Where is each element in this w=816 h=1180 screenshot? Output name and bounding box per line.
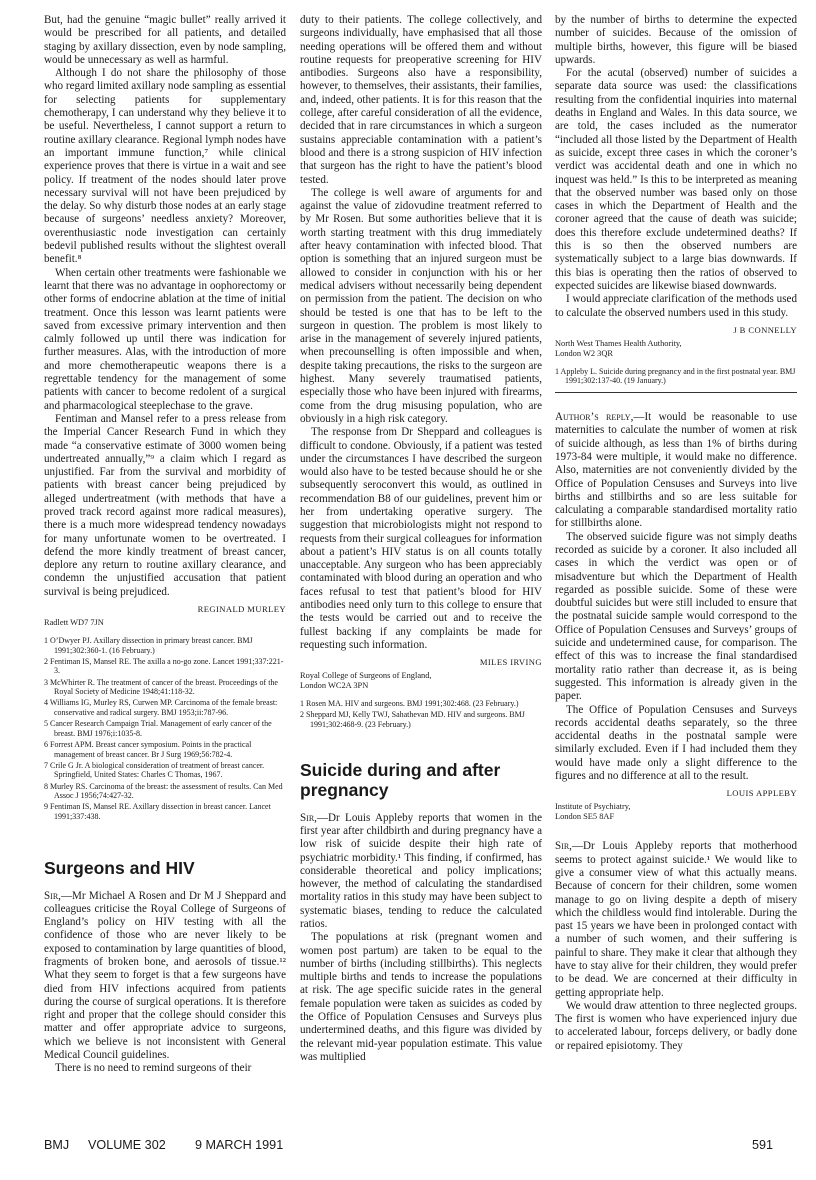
reference-item: 2 Sheppard MJ, Kelly TWJ, Sahathevan MD. HIV and surgeons. BMJ 1991;302:468-9. (23 February.)	[300, 710, 525, 730]
column-3	[555, 14, 797, 1053]
author-address: Royal College of Surgeons of England, London WC2A 3PN	[300, 671, 432, 691]
paragraph: When certain other treatments were fashionable we learnt that there was no advantage in oophorectomy or other forms of endocrine ablation at the time of initial treatment. Once this lesson was learnt patients were saved from excessive primary intervention and then calmly followed up until there was indication for further measures. Alas, with the introduction of more and more chemotherapeutic weapons there is a regrettable tendency for the management of some patients with cancer to become redolent of a surgical and pharmacological steeplechase to the grave.	[44, 266, 286, 412]
paragraph: duty to their patients. The college collectively, and surgeons individually, have emphasised that all those needing operations will be offered them and without routine requests for preoperative screening for HIV antibodies. Surgeons also have a responsibility, however, to themselves, their assistants, their families, and, indeed, other patients. It is for this reason that the college, after careful consideration of all the evidence, decided that in rare circumstances in which a surgeon sustains appreciable contamination with a patient’s blood and there is a strong suspicion of HIV infection that surgeon has the right to have the patient’s blood tested.	[300, 14, 542, 186]
paragraph: I would appreciate clarification of the methods used to calculate the observed numbers used in this study.	[555, 293, 797, 319]
reference-item: 1 Rosen MA. HIV and surgeons. BMJ 1991;302:468. (23 February.)	[300, 699, 519, 709]
author-address: Institute of Psychiatry, London SE5 8AF	[555, 802, 631, 822]
reference-list	[300, 699, 542, 729]
paragraph: There is no need to remind surgeons of their	[55, 1062, 252, 1075]
section-divider	[555, 392, 797, 393]
author-address: North West Thames Health Authority, London W2 3QR	[555, 338, 682, 358]
issue-date: 9 MARCH 1991	[195, 1138, 284, 1152]
reference-item: 1 Appleby L. Suicide during pregnancy and in the first postnatal year. BMJ 1991;302:137-40. (19 January.)	[555, 366, 796, 386]
column-2	[300, 14, 542, 1064]
section-heading: Suicide during and after pregnancy	[300, 759, 501, 800]
page-number: 591	[752, 1138, 774, 1152]
reference-item: 9 Fentiman IS, Mansel RE. Axillary dissection in breast cancer. Lancet 1991;337:438.	[44, 802, 271, 821]
letter-salutation: Sir,	[44, 889, 61, 902]
letter-salutation: Sir,	[555, 840, 572, 853]
paragraph: The college is well aware of arguments for and against the value of zidovudine treatment referred to by Mr Rosen. But some authorities believe that it is worth starting treatment with this drug immediately after heavy contamination with infected blood. That option is something that an injured surgeon must be allowed to consider in conjunction with his or her medical advisers without necessarily being dependent on permission from the patient. The decision on who should be tested is one that has to be left to the surgeon in question. The problem is most likely to arise in the management of severely injured patients, when precounselling is often impossible and when, despite taking precautions, the risks to the surgeon are highest. Many severely traumatised patients, especially those who have been injured with firearms, come from the drug misusing population, who are obviously in a high risk category.	[300, 186, 542, 425]
letter-salutation: Sir,	[300, 811, 317, 824]
reply-heading: Author’s reply,	[555, 411, 634, 424]
reference-list	[44, 636, 286, 821]
paragraph: Sir,—Dr Louis Appleby reports that motherhood seems to protect against suicide.¹ We would like to give a consumer view of what this actually means. Because of concern for their children, some women manage to go on living despite a depth of misery which the childless would find intolerable. During the past 15 years we have been in prolonged contact with a number of such women, and their suffering is painful to share. They make it clear that although they have to stay alive for their children, they would prefer to be dead. We are concerned at their difficulty in getting appropriate help.	[555, 840, 797, 999]
reference-item: 5 Cancer Research Campaign Trial. Management of early cancer of the breast. BMJ 1976;i:1035-8.	[44, 719, 272, 738]
reference-item: 2 Fentiman IS, Mansel RE. The axilla a no-go zone. Lancet 1991;337:221-3.	[44, 656, 284, 676]
reference-item: 4 Williams IG, Murley RS, Curwen MP. Carcinoma of the female breast: conservative and radical surgery. BMJ 1953;ii:787-96.	[44, 698, 278, 717]
reference-list	[555, 367, 797, 386]
reference-item: 6 Forrest APM. Breast cancer symposium. Points in the practical management of breast cancer. Br J Surg 1969;56:782-4.	[44, 739, 252, 759]
paragraph: Sir,—Dr Louis Appleby reports that women in the first year after childbirth and during pregnancy have a low risk of suicide despite their high rate of psychiatric morbidity.¹ This finding, if confirmed, has considerable theoretical and policy implications; however, the method of calculating the standardised mortality ratios in this study may have been subject to systematic biases, tending to reduce the calculated ratios.	[300, 811, 542, 930]
paragraph: But, had the genuine “magic bullet” really arrived it would be prescribed for all patients, and detailed staging by axillary dissection, even by node sampling, would be unnecessary as well as harmful.	[44, 14, 286, 66]
journal-name: BMJ	[44, 1138, 70, 1152]
author-signature: LOUIS APPLEBY	[726, 788, 797, 799]
paragraph: by the number of births to determine the expected number of suicides. Because of the omission of multiple births, however, this figure will be biased upwards.	[555, 14, 797, 66]
paragraph: We would draw attention to three neglected groups. The first is women who have experienced injury due to accelerated labour, forceps delivery, or badly done or repaired episiotomy. They	[555, 999, 797, 1052]
reference-item: 8 Murley RS. Carcinoma of the breast: the assessment of results. Can Med Assoc J 1956;74:427-32.	[44, 781, 283, 801]
paragraph: The populations at risk (pregnant women and women post partum) are taken to be equal to the number of births (including stillbirths). This neglects multiple births and tends to increase the populations at risk. The age specific suicide rates in the general female population were taken as suicides as coded by the Office of Population Censuses and Surveys plus undertermined deaths, and this figure was divided by the relevant mid-year population estimate. This value was multiplied	[300, 931, 542, 1063]
paragraph: The response from Dr Sheppard and colleagues is difficult to condone. Obviously, if a patient was tested under the circumstances I have described the surgeon would also have to be tested because should he or she subsequently seroconvert this would, as outlined in recommendation B8 of our guidelines, prevent him or her from undertaking operative surgery. The suggestion that microbiologists might not respond to requests from their surgical colleagues for information about a patient’s HIV status is on all counts totally unacceptable. Any surgeon who has been appreciably contaminated with blood during an operation and who faces refusal to test that patient’s blood for HIV antibodies need only turn to this college to ensure that the tests would be carried out and to receive the fullest backing if any complaints be made for requesting such information.	[300, 426, 542, 651]
paragraph: The Office of Population Censuses and Surveys records accidental deaths separately, so the three accidental deaths in the postnatal sample were similarly excluded. Even if I had included them they would have made only a slight difference to the figures and no difference at all to the result.	[555, 703, 797, 783]
reference-item: 1 O’Dwyer PJ. Axillary dissection in primary breast cancer. BMJ 1991;302:360-1. (16 February.)	[44, 636, 253, 655]
paragraph: Although I do not share the philosophy of those who regard limited axillary node sampling as essential for selecting patients for supplementary chemotherapy, I can understand why they believe it to be useful. Nevertheless, I cannot support a return to routine axillary clearance. Regional lymph nodes have an important immune function,⁷ while clinical experience proves that there is virtue in a wait and see policy. If treatment of the nodes should later prove necessary survival will not have been prejudiced by the delay. So why disturb those nodes at an early stage because of surgeons’ needless anxiety? Moreover, overenthusiastic node investigation can certainly bedevil published results without the slightest overall benefit.⁸	[44, 67, 286, 266]
paragraph: Sir,—Mr Michael A Rosen and Dr M J Sheppard and colleagues criticise the Royal College of Surgeons of England’s policy on HIV testing with all the confidence of those who are never likely to be exposed to contamination by large quantities of blood, fragments of broken bone, and aerosols of tissue.¹² What they seem to forget is that a few surgeons have died from HIV infections acquired from patients during the course of surgical operations. It is therefore right and proper that the college should consider this matter and offer appropriate advice to surgeons, which we believe is not inconsistent with General Medical Council guidelines.	[44, 889, 286, 1062]
author-signature: J B CONNELLY	[733, 324, 797, 335]
paragraph: For the acutal (observed) number of suicides a separate data source was used: the classifications resulting from the confidential inquiries into maternal deaths in England and Wales. In this data source, we are told, the cases included as the numerator “included all those listed by the Department of Health as suicide, except three cases in which the coroner’s verdict was accidental death and one in which no inquest was held.” Is this to be interpreted as meaning that the observed number was based only on those cases in which the Department of Health and the coroner agreed that the cause of death was suicide; does this therefore exclude undetermined deaths? If this is so then the observed numbers are systematically subject to a large bias downwards. If this bias is operating then the ratios of observed to expected suicides are likewise biased downwards.	[555, 67, 797, 292]
column-1	[44, 14, 286, 1076]
paragraph: Fentiman and Mansel refer to a press release from the Imperial Cancer Research Fund in which they made “a conservative estimate of 3000 women being undertreated annually,”⁹ a claim which I regard as unjustified. Far from the survival and morbidity of patients with breast cancer being prejudiced by alleged undertreatment (with methods that have a proved track record against more radical measures), there is a much more widespread tendency nowadays for many unfortunate women to be overtreated. I defend the more kindly treatment of breast cancer, deplore any return to routine axillary clearance, and condemn the unjustified accusation that patient survival is being prejudiced.	[44, 412, 286, 598]
paragraph: Author’s reply,—It would be reasonable to use maternities to calculate the number of women at risk of suicide although, as less than 1% of births during 1973-84 were multiple, it would make no difference. Also, maternities are not conveniently divided by the Office of Population Censuses and Surveys into live births and stillbirths and so are less suitable for calculating a comparable standardised mortality ratio for stillbirths alone.	[555, 411, 798, 530]
author-signature: REGINALD MURLEY	[197, 604, 286, 615]
reference-item: 3 McWhirter R. The treatment of cancer of the breast. Proceedings of the Royal Society of Medicine 1948;41:118-32.	[44, 677, 278, 697]
author-address: Radlett WD7 7JN	[44, 618, 104, 628]
paragraph: The observed suicide figure was not simply deaths recorded as suicide by a coroner. It also included all cases in which the verdict was open or of misadventure but which the Department of Health regarded as possible suicide. Some of these were doubtful suicides but were still included to ensure that the postnatal suicide sample would correspond to the Office of Population Censuses and Surveys’ groups of suicide and undetermined cause, for comparison. The effect of this was to increase the final standardised mortality ratio rather than decrease it, as is being suggested. This information is already given in the paper.	[555, 530, 797, 703]
author-signature: MILES IRVING	[479, 657, 542, 668]
reference-item: 7 Crile G Jr. A biological consideration of treatment of breast cancer. Springfield, United States: Charles C Thomas, 1967.	[44, 760, 265, 780]
journal-volume: VOLUME 302	[88, 1138, 166, 1152]
section-heading: Surgeons and HIV	[44, 857, 195, 878]
